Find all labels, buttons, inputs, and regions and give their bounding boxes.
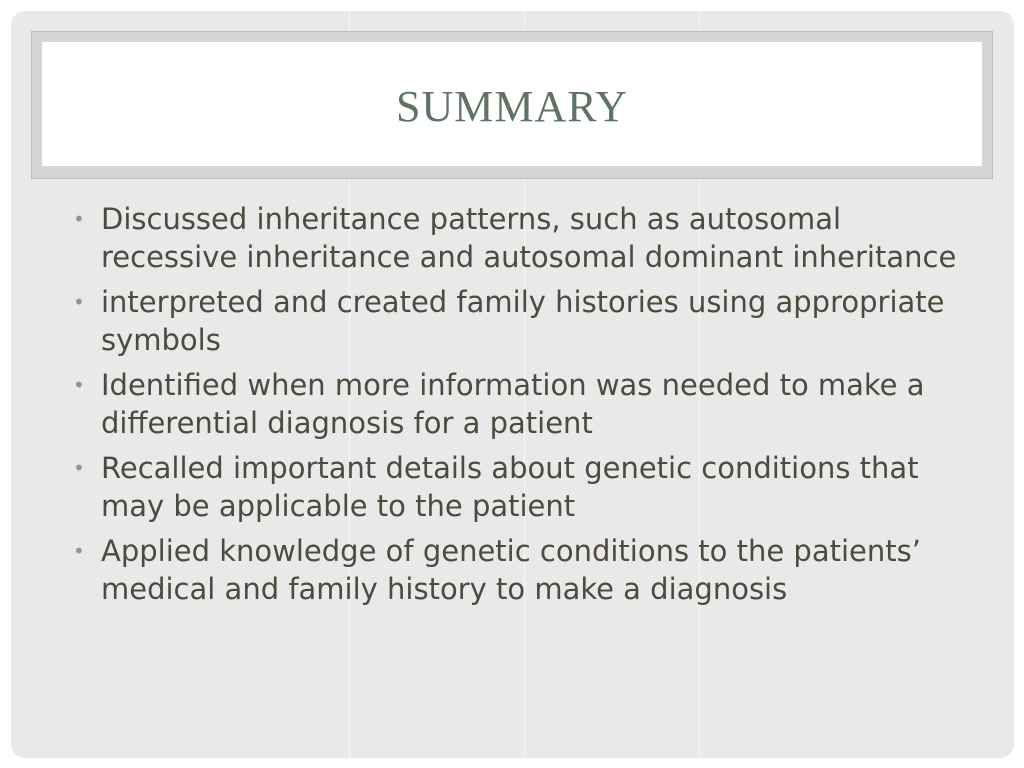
bullet-item	[73, 200, 973, 276]
bullet-icon: •	[73, 207, 85, 231]
bullet-item	[73, 449, 973, 525]
bullet-icon: •	[73, 373, 85, 397]
bullet-text: Identified when more information was needed to make a differential diagnosis for a patient	[101, 368, 925, 440]
bullet-list	[73, 200, 973, 615]
title-frame	[31, 31, 993, 179]
bullet-item	[73, 532, 973, 608]
bullet-icon: •	[73, 290, 85, 314]
bullet-text: interpreted and created family histories using appropriate symbols	[101, 285, 945, 357]
bullet-text: Discussed inheritance patterns, such as autosomal recessive inheritance and autosomal dominant inheritance	[101, 202, 957, 274]
bullet-item	[73, 366, 973, 442]
bullet-icon: •	[73, 456, 85, 480]
title-box	[42, 42, 982, 166]
bullet-text: Applied knowledge of genetic conditions to the patients’ medical and family history to make a diagnosis	[101, 534, 921, 606]
slide-title: SUMMARY	[396, 81, 628, 131]
bullet-text: Recalled important details about genetic conditions that may be applicable to the patient	[101, 451, 919, 523]
bullet-icon: •	[73, 539, 85, 563]
bullet-item	[73, 283, 973, 359]
slide	[11, 11, 1014, 758]
